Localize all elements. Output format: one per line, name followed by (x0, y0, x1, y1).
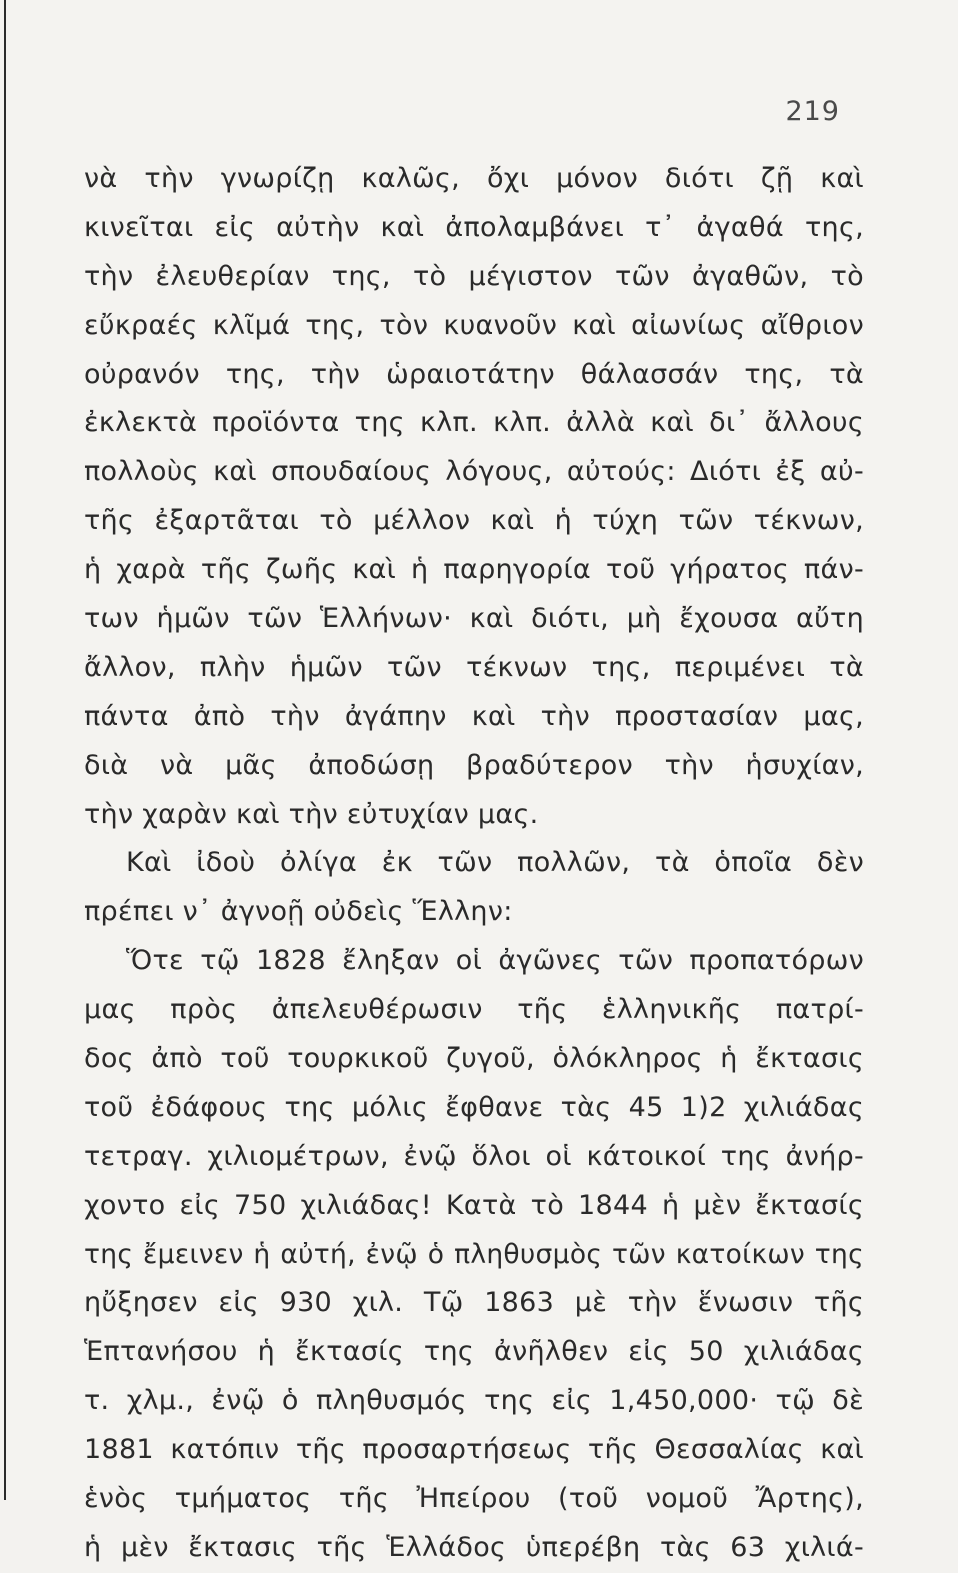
text-line: τὴν χαρὰν καὶ τὴν εὐτυχίαν μας. (84, 798, 539, 830)
text-line: τ. χλμ., ἐνῷ ὁ πληθυσμός της εἰς 1,450,000· τῷ δὲ (84, 1385, 864, 1417)
text-line: ἡ μὲν ἔκτασις τῆς Ἑλλάδος ὑπερέβη τὰς 63 χιλιά- (84, 1531, 864, 1563)
text-line: διὰ νὰ μᾶς ἀποδώσῃ βραδύτερον τὴν ἡσυχίαν, (84, 749, 864, 781)
text-line: εὔκραές κλῖμά της, τὸν κυανοῦν καὶ αἰωνίως αἴθριον (84, 309, 864, 341)
text-line: ἡ χαρὰ τῆς ζωῆς καὶ ἡ παρηγορία τοῦ γήρατος πάν- (84, 554, 864, 586)
text-line: κινεῖται εἰς αὐτὴν καὶ ἀπολαμβάνει τ᾿ ἀγαθά της, (84, 211, 864, 243)
text-line: Καὶ ἰδοὺ ὀλίγα ἐκ τῶν πολλῶν, τὰ ὁποῖα δὲν (126, 847, 864, 879)
text-line: τοῦ ἐδάφους της μόλις ἔφθανε τὰς 45 1)2 χιλιάδας (84, 1091, 864, 1123)
text-line: Ἑπτανήσου ἡ ἔκτασίς της ἀνῆλθεν εἰς 50 χιλιάδας (84, 1336, 864, 1368)
page-binding-edge (4, 0, 6, 1500)
text-line: πολλοὺς καὶ σπουδαίους λόγους, αὐτούς: Διότι ἐξ αὐ- (84, 456, 864, 488)
text-line: πάντα ἀπὸ τὴν ἀγάπην καὶ τὴν προστασίαν μας, (84, 700, 864, 732)
text-line: τῆς ἐξαρτᾶται τὸ μέλλον καὶ ἡ τύχη τῶν τέκνων, (84, 505, 864, 537)
text-line: ηὔξησεν εἰς 930 χιλ. Τῷ 1863 μὲ τὴν ἕνωσιν τῆς (84, 1287, 864, 1319)
body-text (84, 155, 864, 1573)
page-number: 219 (785, 96, 840, 127)
text-line: ἑνὸς τμήματος τῆς Ἠπείρου (τοῦ νομοῦ Ἄρτης), (84, 1483, 864, 1515)
text-line: νὰ τὴν γνωρίζῃ καλῶς, ὄχι μόνον διότι ζῇ καὶ (84, 163, 864, 194)
text-line: των ἡμῶν τῶν Ἑλλήνων· καὶ διότι, μὴ ἔχουσα αὔτη (84, 603, 864, 635)
text-line: πρέπει ν᾿ ἀγνοῇ οὐδεὶς Ἕλλην: (84, 896, 513, 928)
text-line: Ὅτε τῷ 1828 ἔληξαν οἱ ἀγῶνες τῶν προπατόρων (126, 945, 864, 977)
text-line: μας πρὸς ἀπελευθέρωσιν τῆς ἑλληνικῆς πατρί- (84, 994, 864, 1026)
text-line: οὐρανόν της, τὴν ὡραιοτάτην θάλασσάν της, τὰ (84, 358, 864, 390)
text-line: τετραγ. χιλιομέτρων, ἐνῷ ὅλοι οἱ κάτοικοί της ἀνήρ- (84, 1140, 864, 1172)
text-line: 1881 κατόπιν τῆς προσαρτήσεως τῆς Θεσσαλίας καὶ (84, 1434, 864, 1466)
text-line: της ἔμεινεν ἡ αὐτή, ἐνῷ ὁ πληθυσμὸς τῶν κατοίκων της (84, 1238, 864, 1270)
text-line: δος ἀπὸ τοῦ τουρκικοῦ ζυγοῦ, ὁλόκληρος ἡ ἔκτασις (84, 1043, 864, 1075)
text-line: τὴν ἐλευθερίαν της, τὸ μέγιστον τῶν ἀγαθῶν, τὸ (84, 260, 864, 292)
text-line: χοντο εἰς 750 χιλιάδας! Κατὰ τὸ 1844 ἡ μὲν ἔκτασίς (84, 1189, 864, 1221)
text-line: ἐκλεκτὰ προϊόντα της κλπ. κλπ. ἀλλὰ καὶ δι᾿ ἄλλους (84, 407, 864, 439)
text-line: ἄλλον, πλὴν ἡμῶν τῶν τέκνων της, περιμένει τὰ (84, 651, 864, 683)
